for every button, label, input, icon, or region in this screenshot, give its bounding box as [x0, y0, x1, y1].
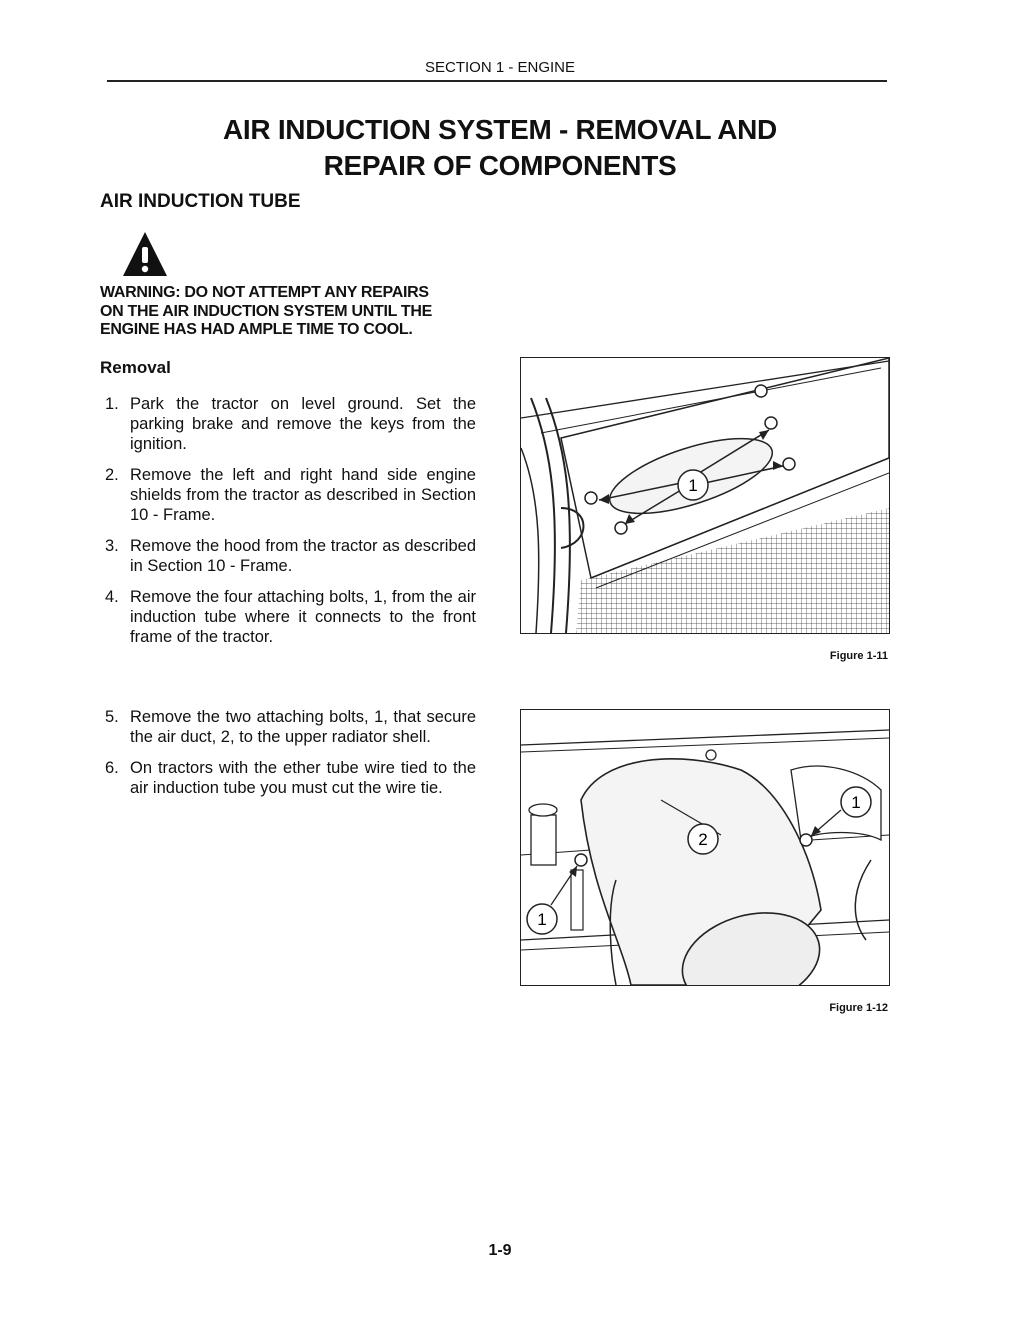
step-text: Remove the two attaching bolts, 1, that secure the air duct, 2, to the upper radiator shell. [130, 708, 476, 746]
svg-text:1: 1 [537, 910, 547, 929]
callout-2 [686, 822, 720, 856]
svg-text:1: 1 [851, 793, 861, 812]
page-title-line-1: AIR INDUCTION SYSTEM - REMOVAL AND [223, 114, 777, 145]
header-rule [107, 80, 887, 82]
callout-1 [839, 785, 873, 819]
step-number: 5. [105, 708, 119, 726]
callout-1 [525, 902, 559, 936]
subsection-title: AIR INDUCTION TUBE [100, 191, 301, 212]
warning-line-3: ENGINE HAS HAD AMPLE TIME TO COOL. [100, 321, 413, 338]
step-number: 4. [105, 588, 119, 606]
warning-text [100, 284, 490, 340]
section-header: SECTION 1 - ENGINE [424, 59, 576, 76]
figure-1-11-illustration [520, 357, 890, 634]
list-item [100, 707, 476, 747]
step-text: Remove the left and right hand side engine shields from the tractor as described in Section 10 - Frame. [130, 466, 476, 524]
page-title [100, 112, 900, 184]
step-number: 3. [105, 537, 119, 555]
warning-triangle-icon [121, 230, 169, 278]
warning-line-2: ON THE AIR INDUCTION SYSTEM UNTIL THE [100, 302, 433, 320]
page-number: 1-9 [488, 1242, 512, 1259]
step-number: 2. [105, 466, 119, 484]
list-item [100, 536, 476, 576]
step-text: Park the tractor on level ground. Set the parking brake and remove the keys from the ignition. [130, 395, 476, 453]
steps-list-continued [100, 707, 476, 809]
svg-text:1: 1 [688, 476, 698, 495]
steps-list [100, 394, 476, 658]
list-item [100, 465, 476, 525]
step-text: Remove the hood from the tractor as described in Section 10 - Frame. [130, 537, 476, 575]
list-item [100, 394, 476, 454]
step-number: 6. [105, 759, 119, 777]
list-item [100, 587, 476, 647]
step-number: 1. [105, 395, 119, 413]
step-text: Remove the four attaching bolts, 1, from the air induction tube where it connects to the front frame of the tractor. [130, 588, 476, 646]
warning-line-1: WARNING: DO NOT ATTEMPT ANY REPAIRS [100, 284, 429, 301]
list-item [100, 758, 476, 798]
figure-caption: Figure 1-11 [829, 650, 888, 662]
removal-heading: Removal [100, 358, 171, 377]
figure-caption: Figure 1-12 [829, 1002, 888, 1014]
step-text: On tractors with the ether tube wire tied to the air induction tube you must cut the wire tie. [130, 759, 476, 797]
figure-1-12-illustration [520, 709, 890, 986]
page-title-line-2: REPAIR OF COMPONENTS [323, 150, 677, 181]
callout-1 [676, 468, 710, 502]
svg-text:2: 2 [698, 830, 708, 849]
